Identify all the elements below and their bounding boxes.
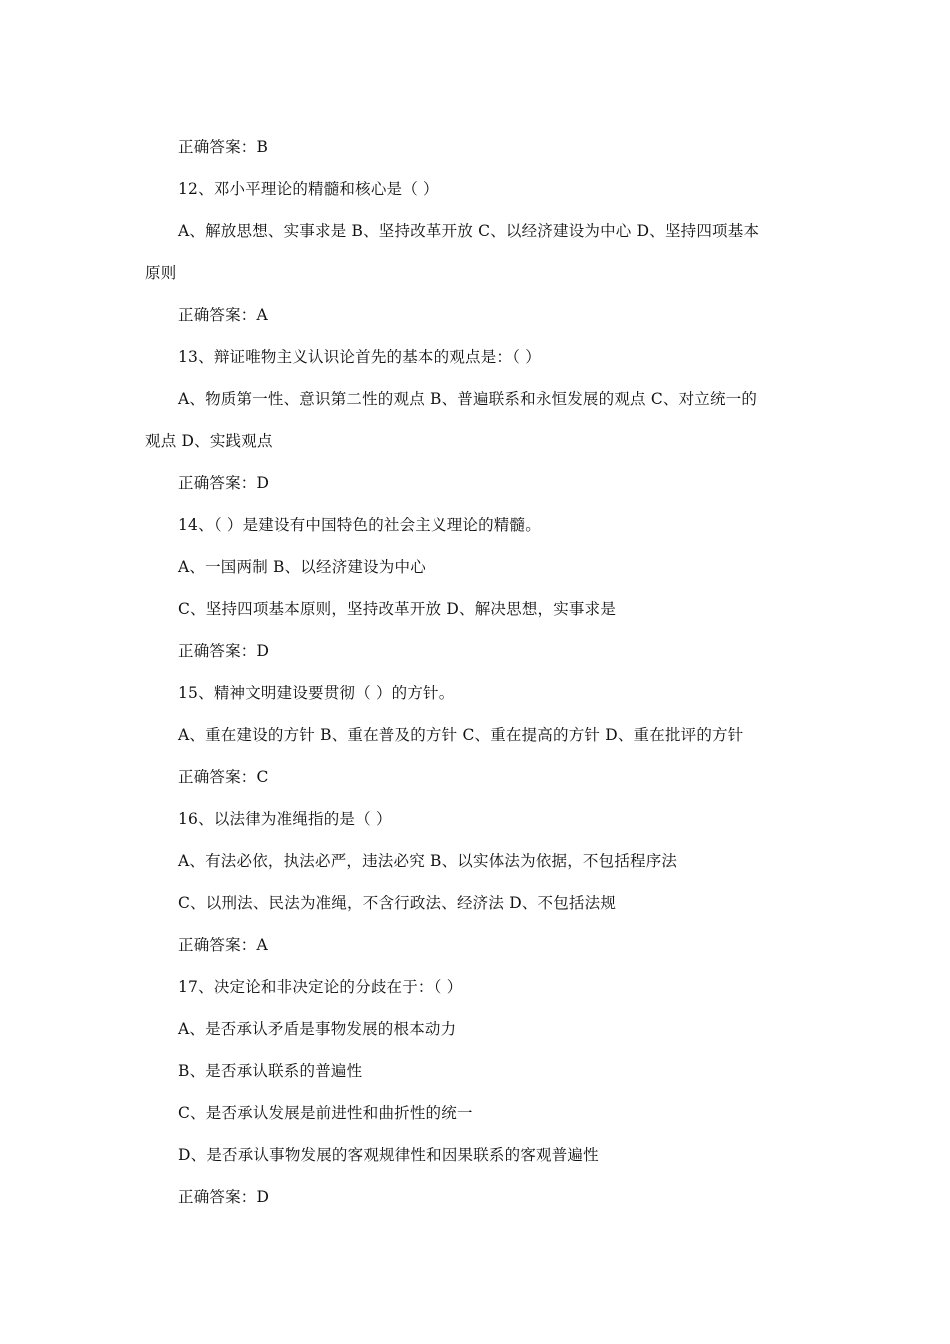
question-17: 17、决定论和非决定论的分歧在于：（ ） xyxy=(178,978,463,996)
options-14-line1: A、一国两制 B、以经济建设为中心 xyxy=(178,558,426,576)
answer-17: 正确答案：D xyxy=(178,1188,270,1206)
options-13-line2: 观点 D、实践观点 xyxy=(145,432,273,450)
question-14: 14、（ ）是建设有中国特色的社会主义理论的精髓。 xyxy=(178,516,541,534)
options-16-line1: A、有法必依，执法必严，违法必究 B、以实体法为依据，不包括程序法 xyxy=(178,852,678,870)
options-16-line2: C、以刑法、民法为准绳，不含行政法、经济法 D、不包括法规 xyxy=(178,894,617,912)
options-12-line1: A、解放思想、实事求是 B、坚持改革开放 C、以经济建设为中心 D、坚持四项基本 xyxy=(178,222,760,240)
option-17-c: C、是否承认发展是前进性和曲折性的统一 xyxy=(178,1104,473,1122)
question-12: 12、邓小平理论的精髓和核心是（ ） xyxy=(178,180,439,198)
answer-16: 正确答案：A xyxy=(178,936,268,954)
question-13: 13、辩证唯物主义认识论首先的基本的观点是：（ ） xyxy=(178,348,541,366)
answer-13: 正确答案：D xyxy=(178,474,270,492)
question-15: 15、精神文明建设要贯彻（ ）的方针。 xyxy=(178,684,455,702)
option-17-d: D、是否承认事物发展的客观规律性和因果联系的客观普遍性 xyxy=(178,1146,599,1164)
answer-11: 正确答案：B xyxy=(178,138,269,156)
options-12-line2: 原则 xyxy=(145,264,177,282)
option-17-b: B、是否承认联系的普遍性 xyxy=(178,1062,363,1080)
answer-14: 正确答案：D xyxy=(178,642,270,660)
option-17-a: A、是否承认矛盾是事物发展的根本动力 xyxy=(178,1020,457,1038)
answer-12: 正确答案：A xyxy=(178,306,268,324)
answer-15: 正确答案：C xyxy=(178,768,269,786)
options-14-line2: C、坚持四项基本原则，坚持改革开放 D、解决思想，实事求是 xyxy=(178,600,617,618)
question-16: 16、以法律为准绳指的是（ ） xyxy=(178,810,392,828)
options-15: A、重在建设的方针 B、重在普及的方针 C、重在提高的方针 D、重在批评的方针 xyxy=(178,726,744,744)
options-13-line1: A、物质第一性、意识第二性的观点 B、普遍联系和永恒发展的观点 C、对立统一的 xyxy=(178,390,758,408)
